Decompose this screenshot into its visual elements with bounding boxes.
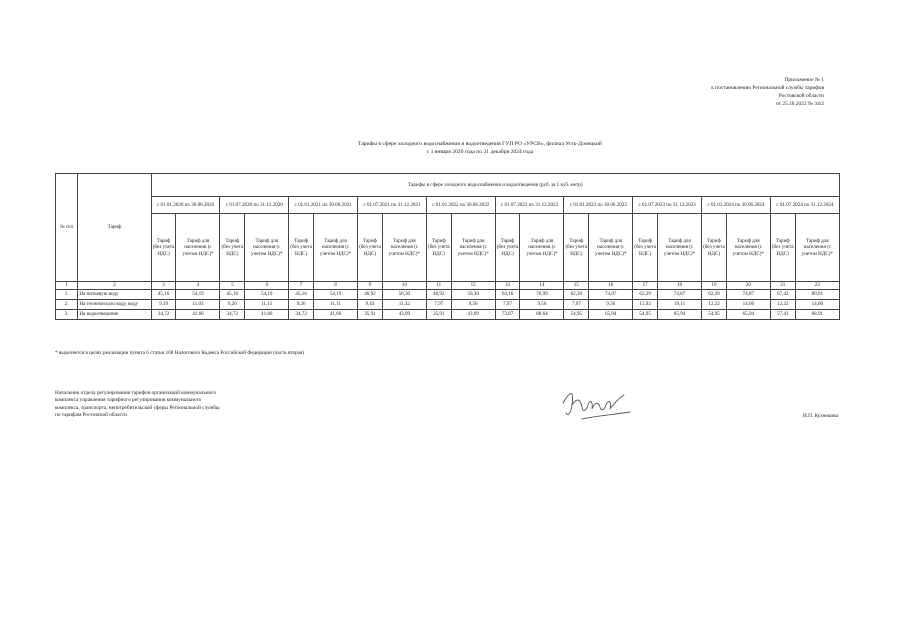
group-header: Тарифы в сфере холодного водоснабжения и водоотведения (руб. за 1 куб. метр) — [151, 174, 839, 197]
subheader-population: Тариф для населения (с учетом НДС)* — [176, 214, 220, 282]
subheader-no-vat: Тариф (без учета НДС) — [220, 214, 245, 282]
table-header-row — [56, 174, 840, 197]
table-cell: 74,87 — [589, 290, 633, 300]
table-cell: 54,19 — [176, 290, 220, 300]
table-row — [56, 300, 840, 310]
column-number: 3 — [151, 282, 176, 290]
row-label: На питьевую воду — [78, 290, 151, 300]
table-cell: 14,66 — [726, 300, 770, 310]
table-row — [56, 290, 840, 300]
table-cell: 12,22 — [702, 300, 727, 310]
table-cell: 11,32 — [382, 300, 426, 310]
table-cell: 45,16 — [289, 290, 314, 300]
table-cell: 54,19 — [314, 290, 358, 300]
table-cell: 11,11 — [314, 300, 358, 310]
subheader-population: Тариф для населения (с учетом НДС)* — [382, 214, 426, 282]
table-cell: 11,03 — [176, 300, 220, 310]
row-number: 2. — [56, 300, 78, 310]
column-number: 17 — [633, 282, 658, 290]
footnote: * выделяется в целях реализации пункта 6 статьи 168 Налогового Кодекса Российской Федерации (часть вторая) — [55, 350, 305, 356]
column-number: 1 — [56, 282, 78, 290]
table-cell: 7,97 — [564, 300, 589, 310]
subheader-population: Тариф для населения (с учетом НДС)* — [589, 214, 633, 282]
column-number: 22 — [795, 282, 839, 290]
period-header: с 01.01.2023 по 30.06.2023 — [564, 197, 633, 214]
table-cell: 80,91 — [795, 290, 839, 300]
column-number: 18 — [658, 282, 702, 290]
table-cell: 54,95 — [702, 310, 727, 320]
subheader-no-vat: Тариф (без учета НДС) — [633, 214, 658, 282]
table-cell: 12,22 — [770, 300, 795, 310]
table-cell: 35,91 — [426, 310, 451, 320]
table-cell: 65,94 — [726, 310, 770, 320]
signature-block — [55, 390, 295, 420]
signature-line: комплекса, транспорта, непотребительской сферы Региональной службы — [55, 404, 220, 411]
column-number: 10 — [382, 282, 426, 290]
period-header: с 01.07.2023 по 31.12.2023 — [633, 197, 702, 214]
column-number: 19 — [702, 282, 727, 290]
column-number: 16 — [589, 282, 633, 290]
table-cell: 65,94 — [658, 310, 702, 320]
table-cell: 7,97 — [495, 300, 520, 310]
column-number-row — [56, 282, 840, 290]
title-line: Тарифы в сфере холодного водоснабжения и водоотведения ГУП РО «УРСВ», филиал Усть-Донецкий — [358, 141, 602, 147]
column-number: 14 — [520, 282, 564, 290]
subheader-population: Тариф для населения (с учетом НДС)* — [314, 214, 358, 282]
subheader-no-vat: Тариф (без учета НДС) — [495, 214, 520, 282]
column-number: 21 — [770, 282, 795, 290]
appendix-line: от 25.10.2022 № 34/2 — [775, 101, 824, 107]
subheader-no-vat: Тариф (без учета НДС) — [770, 214, 795, 282]
column-number: 6 — [245, 282, 289, 290]
period-header: с 01.01.2021 по 30.06.2021 — [289, 197, 358, 214]
table-cell: 62,39 — [564, 290, 589, 300]
tariffs-table — [55, 173, 840, 320]
column-number: 12 — [451, 282, 495, 290]
signer-name: И.П. Кузнецова — [803, 413, 838, 419]
subheader-no-vat: Тариф (без учета НДС) — [151, 214, 176, 282]
table-cell: 56,30 — [451, 290, 495, 300]
table-cell: 34,72 — [151, 310, 176, 320]
table-cell: 73,87 — [495, 310, 520, 320]
subheader-no-vat: Тариф (без учета НДС) — [426, 214, 451, 282]
table-cell: 65,94 — [589, 310, 633, 320]
row-label: На водоотведение — [78, 310, 151, 320]
column-number: 5 — [220, 282, 245, 290]
table-cell: 67,42 — [770, 290, 795, 300]
period-header: с 01.07.2024 по 31.12.2024 — [770, 197, 839, 214]
header-tariff: Тариф — [78, 174, 151, 282]
table-cell: 41,66 — [245, 310, 289, 320]
table-cell: 54,19 — [245, 290, 289, 300]
table-cell: 35,91 — [358, 310, 383, 320]
subheader-population: Тариф для населения (с учетом НДС)* — [520, 214, 564, 282]
table-cell: 41,66 — [176, 310, 220, 320]
period-header: с 01.01.2022 по 30.06.2022 — [426, 197, 495, 214]
period-header: с 01.01.2024 по 30.06.2024 — [702, 197, 771, 214]
table-cell: 19,11 — [658, 300, 702, 310]
subheader-population: Тариф для населения (с учетом НДС)* — [658, 214, 702, 282]
row-number: 3. — [56, 310, 78, 320]
table-cell: 57,43 — [770, 310, 795, 320]
table-cell: 43,09 — [382, 310, 426, 320]
period-header: с 01.07.2022 по 31.12.2022 — [495, 197, 564, 214]
appendix-header — [711, 76, 824, 108]
column-number: 4 — [176, 282, 220, 290]
document-title — [220, 140, 740, 156]
subheader-population: Тариф для населения (с учетом НДС)* — [726, 214, 770, 282]
period-header: с 01.01.2020 по 30.06.2020 — [151, 197, 220, 214]
column-number: 13 — [495, 282, 520, 290]
table-cell: 9,19 — [151, 300, 176, 310]
table-cell: 45,16 — [151, 290, 176, 300]
table-cell: 34,72 — [220, 310, 245, 320]
table-cell: 62,39 — [702, 290, 727, 300]
table-cell: 9,26 — [289, 300, 314, 310]
row-number: 1. — [56, 290, 78, 300]
appendix-line: к постановлению Региональной службы тарифов — [711, 85, 824, 91]
column-number: 8 — [314, 282, 358, 290]
table-cell: 68,91 — [795, 310, 839, 320]
table-cell: 46,92 — [426, 290, 451, 300]
column-number: 11 — [426, 282, 451, 290]
column-number: 2 — [78, 282, 151, 290]
table-cell: 34,72 — [289, 310, 314, 320]
header-num: № п/п — [56, 174, 78, 282]
handwritten-signature — [560, 383, 635, 428]
subheader-population: Тариф для населения (с учетом НДС)* — [451, 214, 495, 282]
table-cell: 62,39 — [633, 290, 658, 300]
table-cell: 76,99 — [520, 290, 564, 300]
row-label: На техническую воду, воду — [78, 300, 151, 310]
table-cell: 54,95 — [633, 310, 658, 320]
appendix-line: Ростовской области — [778, 93, 824, 99]
subheader-no-vat: Тариф (без учета НДС) — [702, 214, 727, 282]
subheader-population: Тариф для населения (с учетом НДС)* — [245, 214, 289, 282]
table-cell: 9,43 — [358, 300, 383, 310]
period-header: с 01.07.2020 по 31.12.2020 — [220, 197, 289, 214]
table-cell: 56,30 — [382, 290, 426, 300]
appendix-line: Приложение № 1 — [784, 77, 824, 83]
table-cell: 41,66 — [314, 310, 358, 320]
table-cell: 9,56 — [589, 300, 633, 310]
column-number: 9 — [358, 282, 383, 290]
subheader-no-vat: Тариф (без учета НДС) — [564, 214, 589, 282]
signature-line: комплекса управления тарифного регулирования коммунального — [55, 397, 202, 404]
table-cell: 7,97 — [426, 300, 451, 310]
subheader-row — [56, 214, 840, 282]
table-cell: 43,09 — [451, 310, 495, 320]
subheader-no-vat: Тариф (без учета НДС) — [289, 214, 314, 282]
signature-line: Начальник отдела регулирования тарифов организаций коммунального — [55, 390, 216, 396]
table-cell: 9,26 — [220, 300, 245, 310]
signature-line: по тарифам Ростовской области — [55, 412, 127, 419]
table-cell: 9,56 — [520, 300, 564, 310]
table-cell: 64,16 — [495, 290, 520, 300]
column-number: 7 — [289, 282, 314, 290]
table-cell: 11,11 — [245, 300, 289, 310]
table-cell: 46,92 — [358, 290, 383, 300]
subheader-no-vat: Тариф (без учета НДС) — [358, 214, 383, 282]
period-header: с 01.07.2021 по 31.12.2021 — [358, 197, 427, 214]
column-number: 15 — [564, 282, 589, 290]
table-cell: 74,87 — [658, 290, 702, 300]
table-cell: 45,16 — [220, 290, 245, 300]
table-cell: 54,95 — [564, 310, 589, 320]
title-line: с 1 января 2020 года по 31 декабря 2024 года — [426, 149, 534, 155]
table-row — [56, 310, 840, 320]
table-cell: 74,87 — [726, 290, 770, 300]
table-cell: 9,56 — [451, 300, 495, 310]
table-cell: 88,64 — [520, 310, 564, 320]
period-header-row — [56, 197, 840, 214]
table-cell: 14,66 — [795, 300, 839, 310]
subheader-population: Тариф для населения (с учетом НДС)* — [795, 214, 839, 282]
table-cell: 15,92 — [633, 300, 658, 310]
column-number: 20 — [726, 282, 770, 290]
